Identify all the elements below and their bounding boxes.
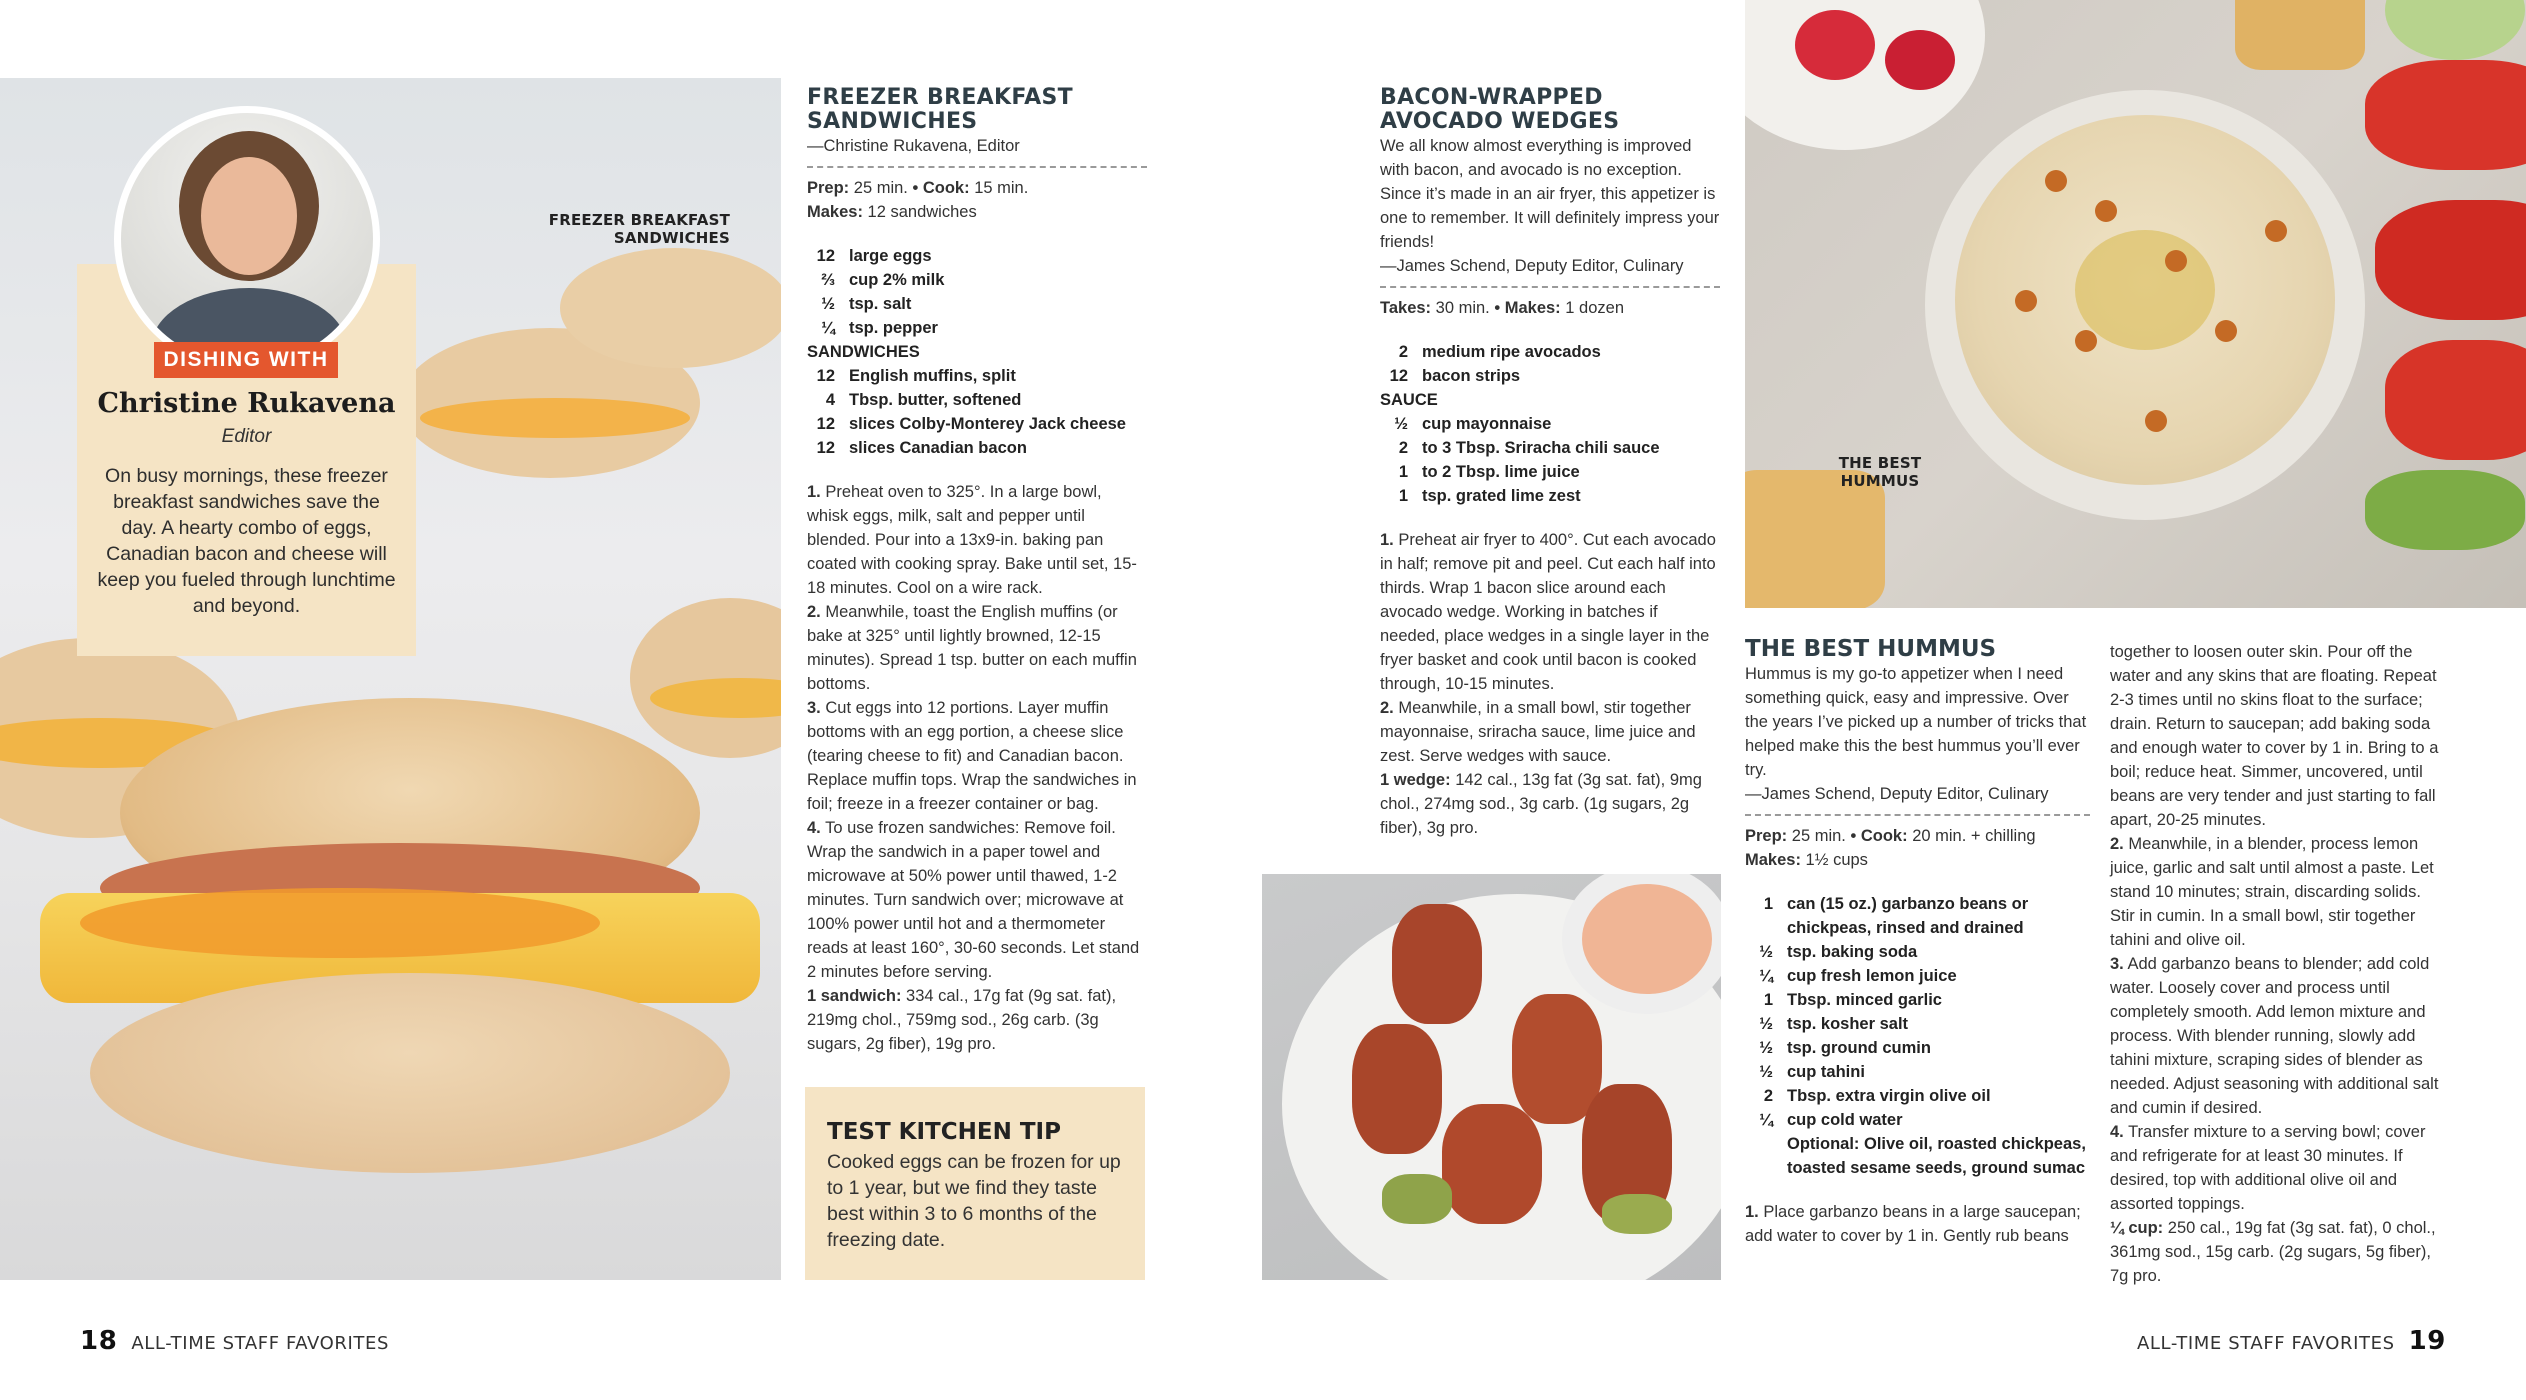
radish bbox=[1885, 30, 1955, 90]
divider bbox=[807, 166, 1147, 168]
bacon-wedge bbox=[1352, 1024, 1442, 1154]
bacon-recipe-credit: —James Schend, Deputy Editor, Culinary bbox=[1380, 257, 1684, 275]
editor-portrait-photo bbox=[121, 113, 373, 365]
ingredient-row: 2 Tbsp. extra virgin olive oil bbox=[1763, 1087, 1991, 1105]
ingredient-row: ½ cup mayonnaise bbox=[1394, 415, 1552, 433]
bacon-recipe-title: BACON-WRAPPED AVOCADO WEDGES bbox=[1380, 85, 1620, 134]
hummus-credit: —James Schend, Deputy Editor, Culinary bbox=[1745, 785, 2049, 803]
makes-value: 1 dozen bbox=[1565, 299, 1624, 317]
chickpea bbox=[2215, 320, 2237, 342]
ingredient-row: 12 slices Canadian bacon bbox=[816, 439, 1027, 457]
bacon-wedge bbox=[1512, 994, 1602, 1124]
tip-title: TEST KITCHEN TIP bbox=[827, 1119, 1061, 1145]
ingredient-row: 12 large eggs bbox=[816, 247, 932, 265]
sandwiches-subhead: SANDWICHES bbox=[807, 343, 920, 361]
freezer-recipe-timing: Prep: 25 min. • Cook: 15 min. bbox=[807, 179, 1029, 197]
freezer-ingredients bbox=[807, 244, 1147, 460]
makes-label: Makes: bbox=[807, 203, 863, 221]
bacon-ingredients bbox=[1380, 340, 1720, 508]
freezer-recipe-column bbox=[807, 86, 1147, 1056]
chickpea bbox=[2165, 250, 2187, 272]
freezer-recipe-title: FREEZER BREAKFAST SANDWICHES bbox=[807, 85, 1073, 134]
ingredient-row: 1 Tbsp. minced garlic bbox=[1763, 991, 1942, 1009]
editor-name: Christine Rukavena bbox=[97, 388, 396, 419]
bacon-recipe-intro: We all know almost everything is improved with bacon, and avocado is no exception. Since it’s made in an air fryer, this appetizer is one to remember. It will definitely impress your friends! bbox=[1380, 137, 1720, 251]
cook-label: Cook: bbox=[1860, 827, 1908, 845]
ingredient-row: 2 to 3 Tbsp. Sriracha chili sauce bbox=[1398, 439, 1660, 457]
ingredient-row: ¼ tsp. pepper bbox=[821, 319, 938, 337]
chickpea bbox=[2265, 220, 2287, 242]
chickpea bbox=[2075, 330, 2097, 352]
ingredient-row: ½ tsp. kosher salt bbox=[1759, 1015, 1909, 1033]
editor-role: Editor bbox=[221, 426, 272, 447]
cook-value: 15 min. bbox=[974, 179, 1029, 197]
makes-label: Makes: bbox=[1745, 851, 1801, 869]
ingredient-row: 12 bacon strips bbox=[1389, 367, 1521, 385]
section-name: ALL-TIME STAFF FAVORITES bbox=[131, 1333, 390, 1354]
hummus-steps-start bbox=[1745, 1200, 2090, 1248]
hummus-column-1 bbox=[1745, 636, 2090, 1248]
avocado-piece bbox=[1382, 1174, 1452, 1224]
step: 4. To use frozen sandwiches: Remove foil. Wrap the sandwich in a paper towel and microwave at 50% power until thawed, 1-2 minutes. Turn sandwich over; microwave at 100% power until hot and a thermometer reads at least 160°, 30-60 seconds. Let stand 2 minutes before serving. bbox=[807, 819, 1140, 981]
dishing-with-tag: DISHING WITH bbox=[154, 342, 338, 378]
ingredient-row: ½ cup tahini bbox=[1759, 1063, 1865, 1081]
step: 4. Transfer mixture to a serving bowl; cover and refrigerate for at least 30 minutes. If desired, top with additional olive oil and assorted toppings. bbox=[2110, 1123, 2426, 1213]
muffin-bottom bbox=[90, 973, 730, 1173]
step: 2. Meanwhile, in a small bowl, stir together mayonnaise, sriracha sauce, lime juice and zest. Serve wedges with sauce. bbox=[1380, 699, 1696, 765]
makes-value: 1½ cups bbox=[1805, 851, 1868, 869]
cook-label: Cook: bbox=[922, 179, 970, 197]
step: 2. Meanwhile, in a blender, process lemon juice, garlic and salt until almost a paste. Let stand 10 minutes; strain, discarding solids. Stir in cumin. In a small bowl, stir together tahini and olive oil. bbox=[2110, 835, 2434, 949]
cook-value: 20 min. + chilling bbox=[1912, 827, 2036, 845]
prep-value: 25 min. bbox=[853, 179, 908, 197]
ingredient-row: 1 to 2 Tbsp. lime juice bbox=[1398, 463, 1580, 481]
bg-sandwich-1-egg bbox=[420, 398, 690, 438]
bacon-recipe-timing: Takes: 30 min. • Makes: 1 dozen bbox=[1380, 299, 1624, 317]
bacon-avocado-photo bbox=[1262, 874, 1721, 1280]
bacon-steps bbox=[1380, 528, 1720, 840]
hummus-timing: Prep: 25 min. • Cook: 20 min. + chilling bbox=[1745, 827, 2036, 845]
ingredient-row: 12 slices Colby-Monterey Jack cheese bbox=[816, 415, 1126, 433]
hummus-column-2 bbox=[2110, 640, 2450, 1288]
bacon-recipe-column bbox=[1380, 86, 1720, 840]
avocado-piece bbox=[1602, 1194, 1672, 1234]
radish bbox=[1795, 10, 1875, 80]
ingredient-row: Optional: Olive oil, roasted chickpeas, toasted sesame seeds, ground sumac bbox=[1787, 1135, 2086, 1177]
step: 3. Add garbanzo beans to blender; add cold water. Loosely cover and process until completely smooth. Add lemon mixture and process. With blender running, slowly add tahini mixture, scraping sides of blender as needed. Adjust seasoning with additional salt and cumin if desired. bbox=[2110, 955, 2439, 1117]
chickpea bbox=[2015, 290, 2037, 312]
chickpea bbox=[2045, 170, 2067, 192]
step: 3. Cut eggs into 12 portions. Layer muffin bottoms with an egg portion, a cheese slice (tearing cheese to fit) and Canadian bacon. Replace muffin tops. Wrap the sandwiches in foil; freeze in a freezer container or bag. bbox=[807, 699, 1137, 813]
section-name: ALL-TIME STAFF FAVORITES bbox=[2136, 1333, 2395, 1354]
nutrition-facts: 1 wedge: 142 cal., 13g fat (3g sat. fat), 9mg chol., 274mg sod., 3g carb. (1g sugars, 2g fiber), 3g pro. bbox=[1380, 771, 1702, 837]
ingredient-row: ½ tsp. ground cumin bbox=[1759, 1039, 1931, 1057]
prep-label: Prep: bbox=[807, 179, 850, 197]
hummus-ingredients bbox=[1745, 892, 2090, 1180]
page-number: 19 bbox=[2408, 1326, 2446, 1356]
ingredient-row: ¼ cup fresh lemon juice bbox=[1759, 967, 1957, 985]
freezer-photo-label: FREEZER BREAKFAST SANDWICHES bbox=[548, 211, 730, 247]
hummus-yield bbox=[1745, 848, 2090, 872]
freezer-recipe-credit: —Christine Rukavena, Editor bbox=[807, 137, 1020, 155]
ingredient-row: 1 can (15 oz.) garbanzo beans or chickpeas, rinsed and drained bbox=[1763, 895, 2029, 937]
ingredient-row: 2 medium ripe avocados bbox=[1398, 343, 1601, 361]
bacon-wedge bbox=[1442, 1104, 1542, 1224]
prep-label: Prep: bbox=[1745, 827, 1788, 845]
step: 1. Preheat air fryer to 400°. Cut each avocado in half; remove pit and peel. Cut each half into thirds. Wrap 1 bacon slice around each avocado wedge. Working in batches if needed, place wedges in a single layer in the fryer basket and cook until bacon is cooked through, 10-15 minutes. bbox=[1380, 531, 1716, 693]
portrait-face bbox=[201, 157, 297, 275]
ingredient-row: 4 Tbsp. butter, softened bbox=[825, 391, 1022, 409]
divider bbox=[1745, 814, 2090, 816]
ingredient-row: 1 tsp. grated lime zest bbox=[1398, 487, 1581, 505]
step: 1. Place garbanzo beans in a large saucepan; add water to cover by 1 in. Gently rub beans bbox=[1745, 1203, 2081, 1245]
hummus-photo bbox=[1745, 0, 2526, 608]
bg-sandwich-2 bbox=[560, 248, 781, 368]
ingredient-row: ½ tsp. salt bbox=[821, 295, 912, 313]
cucumber-slice bbox=[2385, 0, 2525, 60]
hummus-recipe-title: THE BEST HUMMUS bbox=[1745, 636, 1997, 662]
ingredient-row: ½ tsp. baking soda bbox=[1759, 943, 1918, 961]
step: 1. Preheat oven to 325°. In a large bowl, whisk eggs, milk, salt and pepper until blended. Pour into a 13x9-in. baking pan coated with cooking spray. Bake until set, 15-18 minutes. Cool on a wire rack. bbox=[807, 483, 1137, 597]
takes-label: Takes: bbox=[1380, 299, 1432, 317]
pita-chip bbox=[1745, 470, 1885, 608]
freezer-steps bbox=[807, 480, 1147, 1056]
ingredient-row: 12 English muffins, split bbox=[816, 367, 1016, 385]
makes-value: 12 sandwiches bbox=[867, 203, 977, 221]
sriracha-sauce bbox=[1582, 884, 1712, 994]
makes-label: Makes: bbox=[1504, 299, 1561, 317]
hummus-photo-label: THE BEST HUMMUS bbox=[1838, 454, 1922, 490]
chickpea bbox=[2095, 200, 2117, 222]
red-pepper-strip bbox=[2385, 340, 2526, 460]
tip-body: Cooked eggs can be frozen for up to 1 year, but we find they taste best within 3 to 6 months of the freezing date. bbox=[827, 1151, 1121, 1251]
pita-chip bbox=[2235, 0, 2365, 70]
dishing-with-body: On busy mornings, these freezer breakfast sandwiches save the day. A hearty combo of eggs, Canadian bacon and cheese will keep you fueled through lunchtime and beyond. bbox=[97, 465, 396, 617]
takes-value: 30 min. bbox=[1435, 299, 1490, 317]
prep-value: 25 min. bbox=[1791, 827, 1846, 845]
red-pepper-strip bbox=[2365, 60, 2526, 170]
right-page-footer bbox=[2137, 1326, 2446, 1356]
ingredient-row: ⅔ cup 2% milk bbox=[821, 271, 945, 289]
nutrition-facts: 1 sandwich: 334 cal., 17g fat (9g sat. fat), 219mg chol., 759mg sod., 26g carb. (3g sugars, 2g fiber), 19g pro. bbox=[807, 987, 1117, 1053]
ingredient-row: ¼ cup cold water bbox=[1759, 1111, 1903, 1129]
melted-cheese bbox=[80, 888, 600, 958]
nutrition-facts: ¼ cup: 250 cal., 19g fat (3g sat. fat), 0 chol., 361mg sod., 15g carb. (2g sugars, 5g fiber), 7g pro. bbox=[2110, 1219, 2436, 1285]
editor-portrait bbox=[114, 106, 380, 372]
test-kitchen-tip bbox=[805, 1087, 1145, 1280]
red-pepper-strip bbox=[2375, 200, 2526, 320]
divider bbox=[1380, 286, 1720, 288]
olive-oil-drizzle bbox=[2075, 230, 2215, 350]
cucumber-spear bbox=[2365, 470, 2525, 550]
step: 2. Meanwhile, toast the English muffins (or bake at 325° until lightly browned, 12-15 minutes). Spread 1 tsp. butter on each muffin bottoms. bbox=[807, 603, 1137, 693]
step-continuation: together to loosen outer skin. Pour off the water and any skins that are floating. Repeat 2-3 times until no skins float to the surface; drain. Return to saucepan; add baking soda and enough water to cover by 1 in. Bring to a boil; reduce heat. Simmer, uncovered, until beans are very tender and just starting to fall apart, 20-25 minutes. bbox=[2110, 643, 2439, 829]
sauce-subhead: SAUCE bbox=[1380, 391, 1438, 409]
left-page-footer bbox=[80, 1326, 389, 1356]
chickpea bbox=[2145, 410, 2167, 432]
page-number: 18 bbox=[80, 1326, 118, 1356]
bacon-wedge bbox=[1392, 904, 1482, 1024]
hummus-intro: Hummus is my go-to appetizer when I need something quick, easy and impressive. Over the years I’ve picked up a number of tricks that helped make this the best hummus you’ll ever try. bbox=[1745, 665, 2087, 779]
freezer-recipe-yield bbox=[807, 200, 1147, 224]
